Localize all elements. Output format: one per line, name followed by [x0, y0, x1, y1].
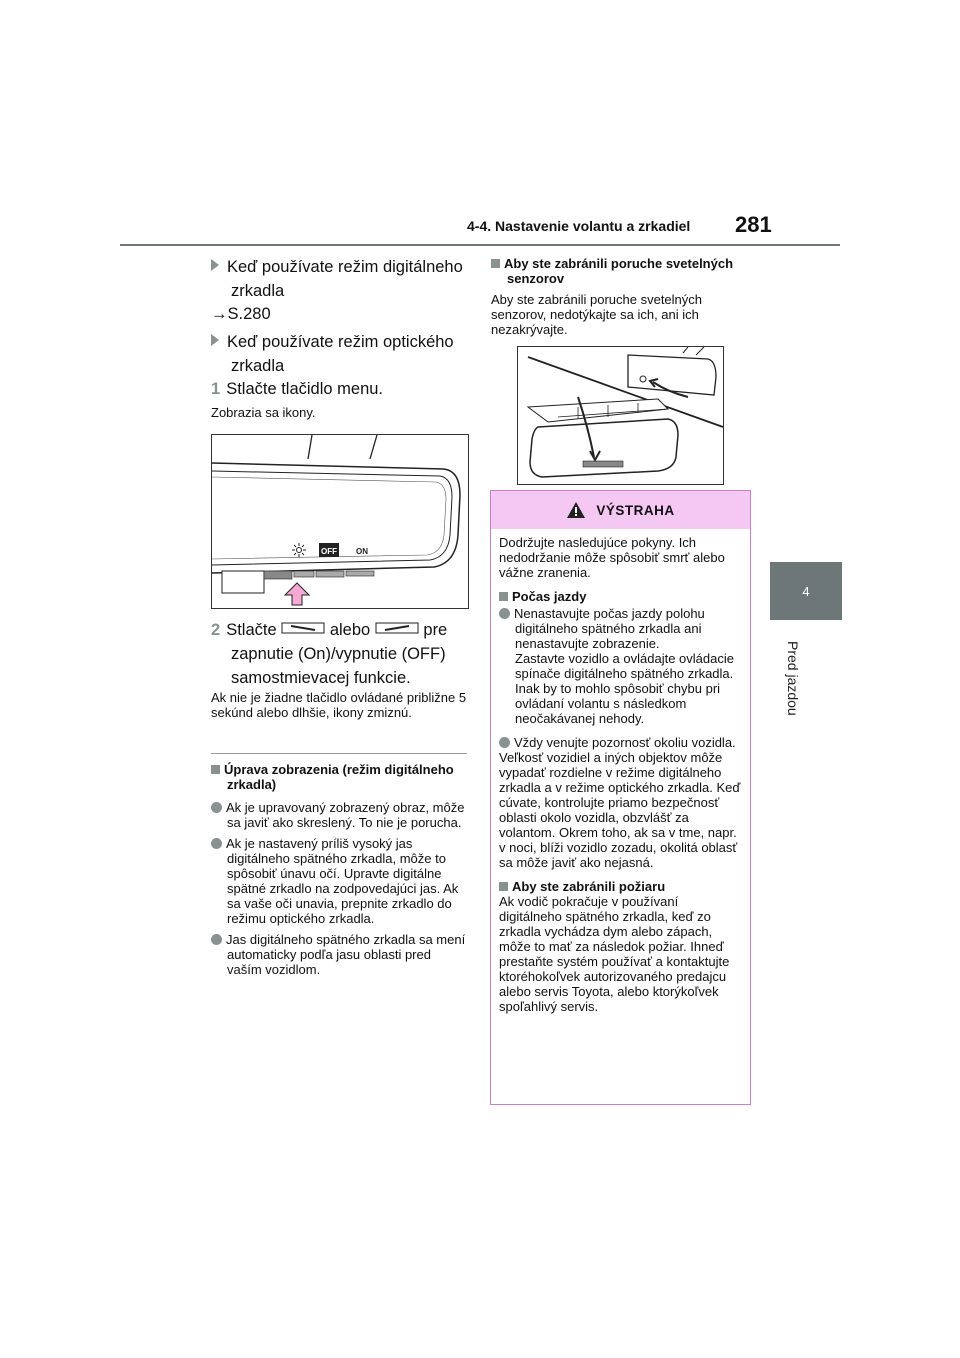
item-optical-mode: Keď používate režim optického zrkadla — [211, 330, 466, 378]
step-1: 1 Stlačte tlačidlo menu. — [211, 380, 384, 398]
item-digital-mode: Keď používate režim digitálneho zrkadla — [211, 255, 466, 303]
display-adjust-heading: Úprava zobrazenia (režim digitálneho zrkadla) — [211, 762, 467, 792]
step-2: 2 Stlačte alebo pre zapnutie (On)/vypnutie (OFF) samostmievacej funkcie. — [211, 621, 448, 687]
warning-triangle-icon — [566, 501, 586, 519]
square-bullet-icon — [499, 882, 508, 891]
square-bullet-icon — [499, 592, 508, 601]
step-2-note: Ak nie je žiadne tlačidlo ovládané približne 5 sekúnd alebo dlhšie, ikony zmiznú. — [211, 690, 467, 720]
warning-b2-cont: Veľkosť vozidiel a iných objektov môže vypadať rozdielne v režime digitálneho zrkadla a v režime optického zrkadla. Keď cúvate, kontrolujte priamo bezpečnosť oblasti okolo vozidla, obzvlášť za volantom. Okrem toho, ak sa v tme, napr. v noci, blíži vozidlo zozadu, okolitá oblasť sa môže javiť ako nejasná. — [499, 750, 741, 870]
step-number: 2 — [211, 621, 221, 639]
warning-heading-fire: Aby ste zabránili požiaru — [499, 879, 742, 894]
list-item: Ak je nastavený príliš vysoký jas digitálneho spätného zrkadla, môže to spôsobiť únavu očí. Upravte digitálne spätné zrkadlo na zodpovedajúci jas. Ak sa vaše oči unavia, prepnite zrkadlo do režimu optického zrkadla. — [211, 836, 467, 926]
left-button-icon — [281, 622, 325, 634]
triangle-icon — [211, 334, 219, 346]
warning-title: VÝSTRAHA — [596, 502, 675, 518]
warning-heading-driving: Počas jazdy — [499, 589, 742, 604]
mirror-illustration — [212, 435, 468, 608]
square-bullet-icon — [211, 765, 220, 774]
arrow-up-icon — [285, 583, 309, 605]
sensor-figure — [517, 346, 724, 485]
warning-header — [491, 491, 750, 529]
page-reference: →S.280 — [211, 305, 271, 323]
header-rule — [120, 244, 840, 246]
chapter-label-wrap — [782, 638, 802, 748]
list-item: Nenastavujte počas jazdy polohu digitálneho spätného zrkadla ani nenastavujte zobrazenie. — [499, 606, 742, 651]
mirror-figure — [211, 434, 469, 609]
list-item: Ak je upravovaný zobrazený obraz, môže sa javiť ako skreslený. To nie je porucha. — [211, 800, 467, 830]
section-title: 4-4. Nastavenie volantu a zrkadiel — [467, 218, 691, 234]
circle-bullet-icon — [211, 934, 222, 945]
sensor-body: Aby ste zabránili poruche svetelných senzorov, nedotýkajte sa ich, ani ich nezakrývajte. — [491, 292, 703, 337]
chapter-label: Pred jazdou — [785, 641, 801, 716]
on-icon-label: ON — [356, 547, 368, 556]
circle-bullet-icon — [211, 838, 222, 849]
warning-intro: Dodržujte nasledujúce pokyny. Ich nedodržanie môže spôsobiť smrť alebo vážne zranenia. — [499, 535, 725, 580]
sensor-heading: Aby ste zabránili poruche svetelných senzorov — [491, 256, 747, 286]
step-1-note: Zobrazia sa ikony. — [211, 405, 316, 420]
chapter-tab — [770, 562, 842, 620]
chapter-number: 4 — [802, 583, 810, 599]
circle-bullet-icon — [499, 737, 510, 748]
list-item: Jas digitálneho spätného zrkadla sa mení automaticky podľa jasu oblasti pred vaším vozidlom. — [211, 932, 467, 977]
sensor-illustration — [518, 347, 723, 484]
circle-bullet-icon — [211, 802, 222, 813]
off-icon-label: OFF — [321, 547, 337, 556]
page-number: 281 — [735, 212, 772, 237]
square-bullet-icon — [491, 259, 500, 268]
warning-b1-cont: Zastavte vozidlo a ovládajte ovládacie spínače digitálneho spätného zrkadla. Inak by to mohlo spôsobiť chybu pri ovládaní volantu s následkom neočakávanej nehody. — [515, 651, 734, 726]
triangle-icon — [211, 259, 219, 271]
section-divider — [211, 753, 467, 754]
warning-fire-text: Ak vodič pokračuje v používaní digitálneho spätného zrkadla, keď zo zrkadla vychádza dym alebo zápach, môže to mať za následok požiar. Ihneď prestaňte systém používať a kontaktujte ktoréhokoľvek autorizovaného predajcu alebo servis Toyota, alebo ktorýkoľvek spoľahlivý servis. — [499, 894, 730, 1014]
circle-bullet-icon — [499, 608, 510, 619]
step-number: 1 — [211, 380, 221, 398]
right-button-icon — [375, 622, 419, 634]
display-adjust-bullets — [211, 800, 467, 977]
list-item: Vždy venujte pozornosť okoliu vozidla. — [499, 735, 742, 750]
warning-box — [490, 490, 751, 1105]
